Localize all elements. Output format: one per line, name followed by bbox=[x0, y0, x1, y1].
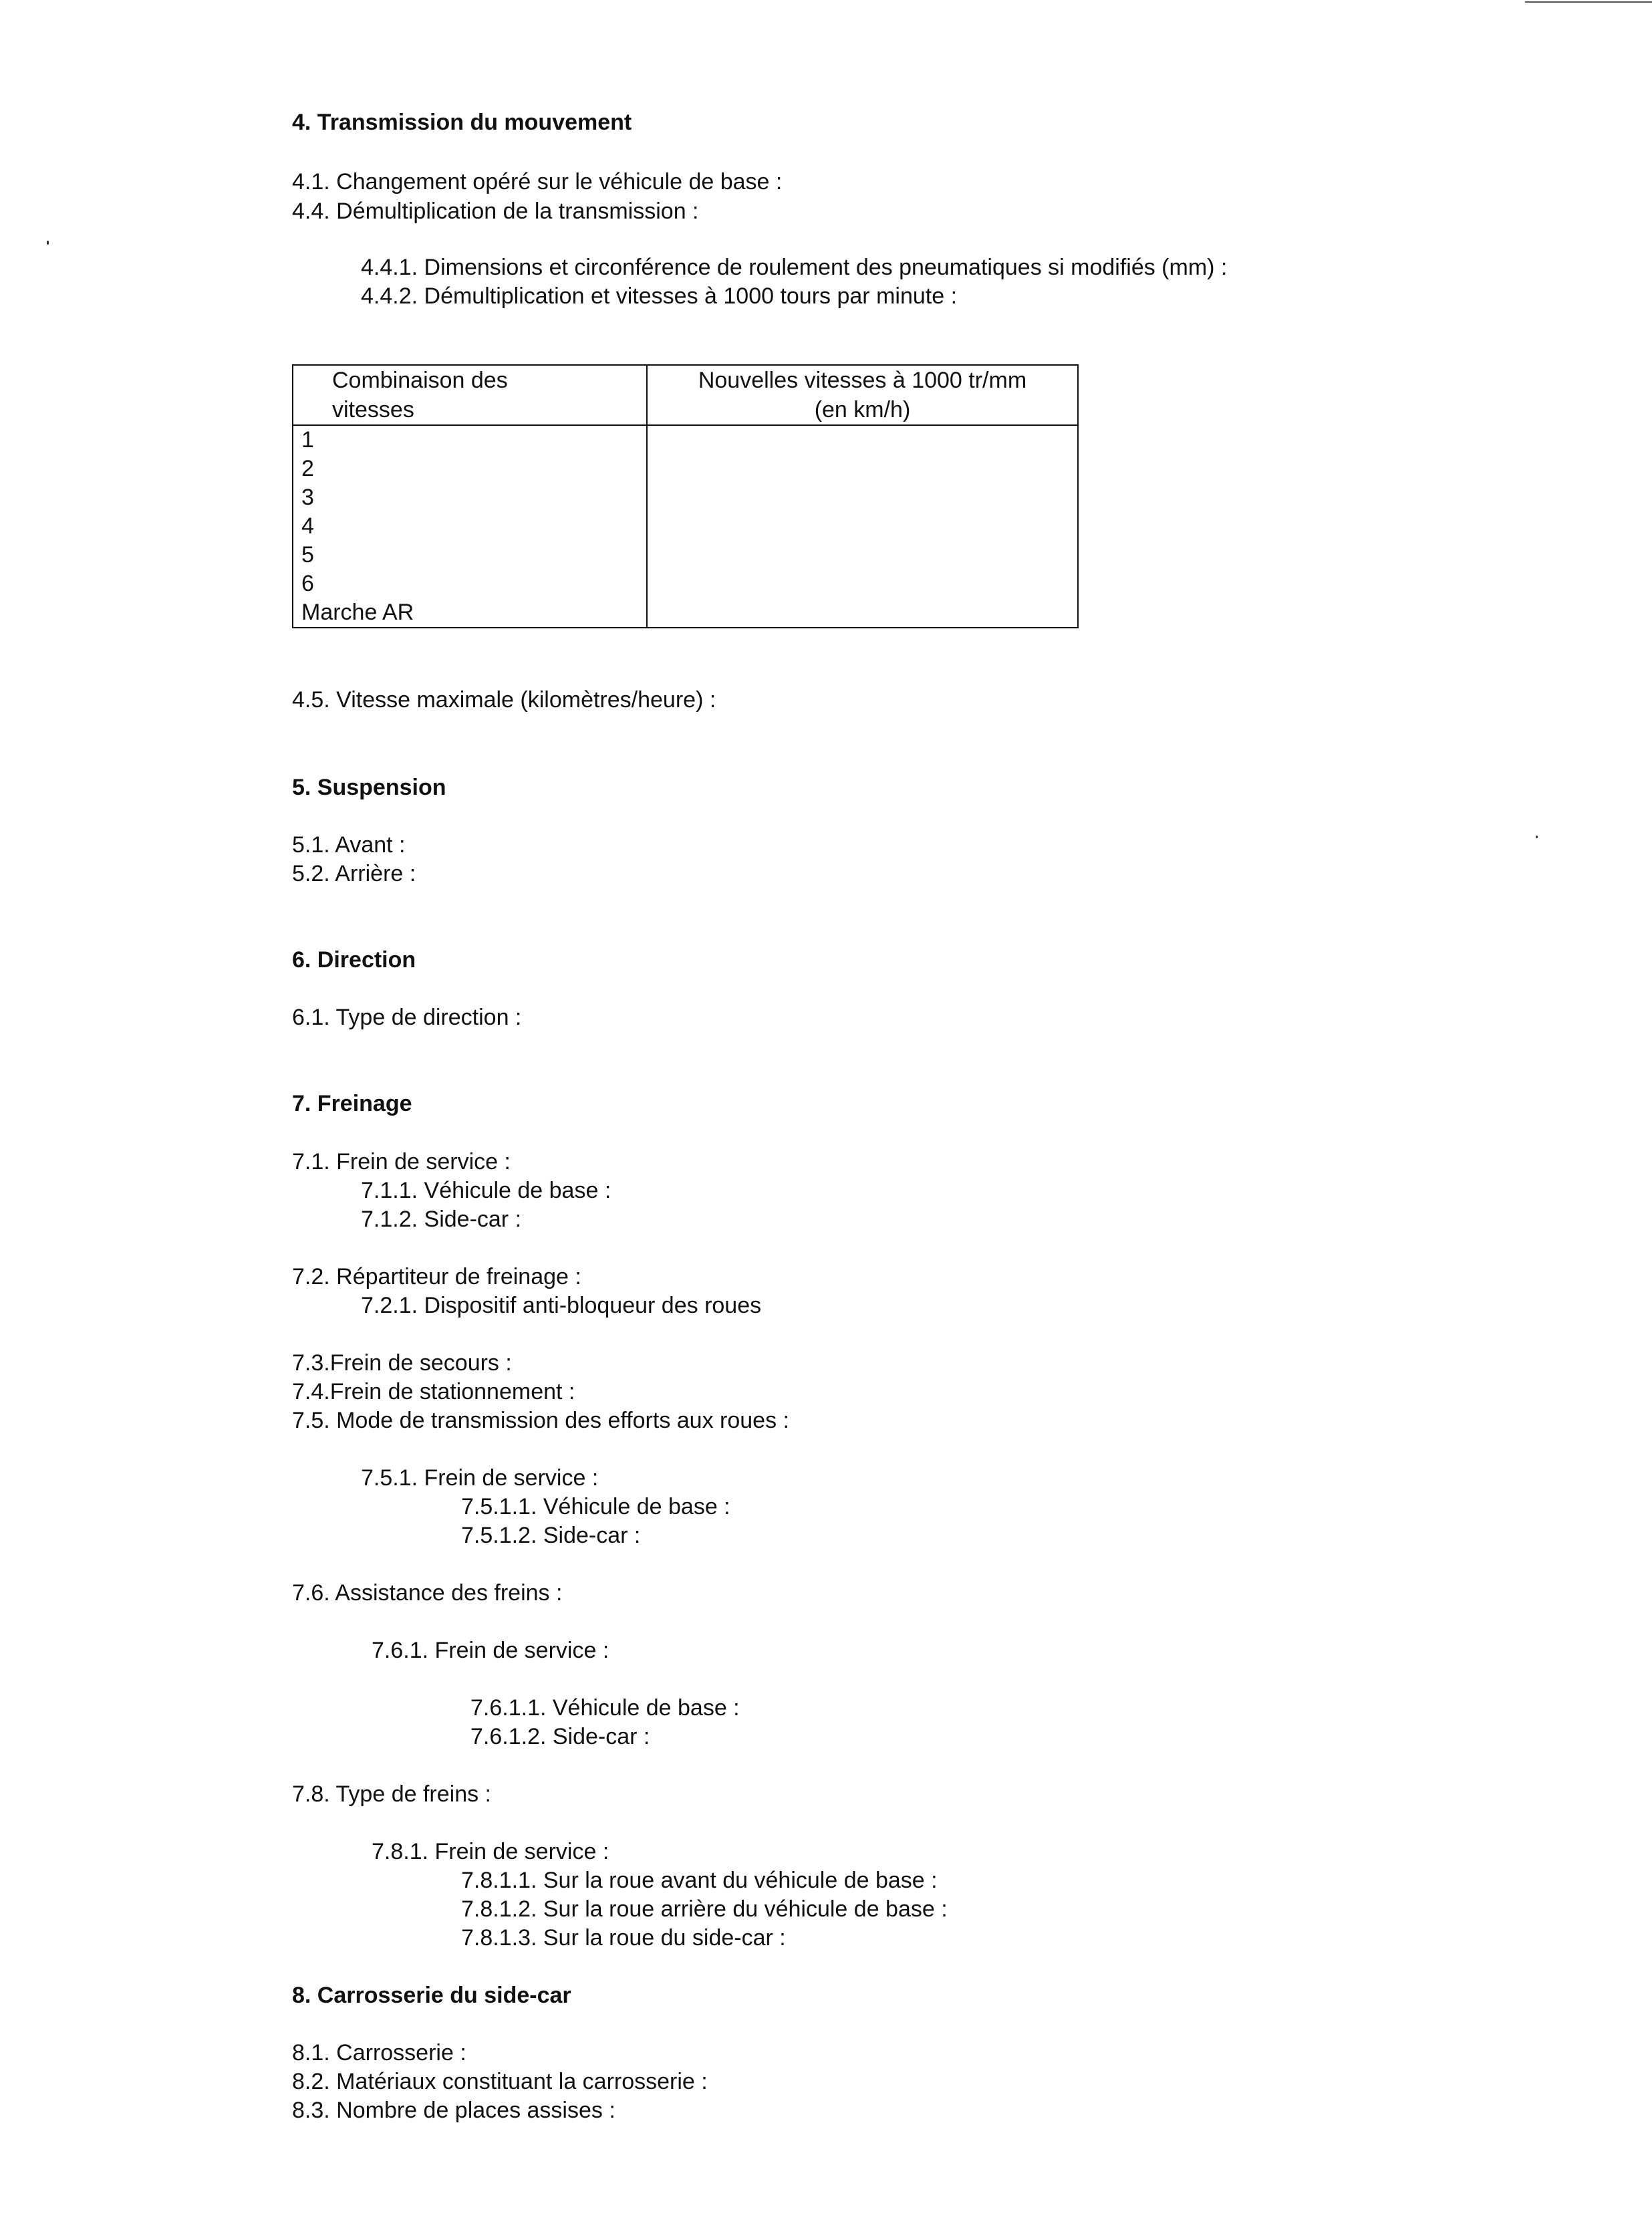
item-7-6-1-2: 7.6.1.2. Side-car : bbox=[470, 1724, 650, 1749]
section-4-heading: 4. Transmission du mouvement bbox=[292, 110, 632, 135]
speed-values-cell bbox=[647, 425, 1078, 628]
table-header-row bbox=[293, 365, 1078, 425]
table-row bbox=[293, 425, 1078, 628]
item-7-5: 7.5. Mode de transmission des efforts aux roues : bbox=[292, 1408, 789, 1433]
section-7-heading: 7. Freinage bbox=[292, 1091, 412, 1116]
item-4-4-1: 4.4.1. Dimensions et circonférence de roulement des pneumatiques si modifiés (mm) : bbox=[361, 255, 1228, 280]
header-text: vitesses bbox=[332, 397, 414, 422]
item-5-2: 5.2. Arrière : bbox=[292, 861, 416, 886]
item-7-5-1: 7.5.1. Frein de service : bbox=[361, 1465, 599, 1491]
header-text: Nouvelles vitesses à 1000 tr/mm bbox=[698, 368, 1027, 393]
item-4-4: 4.4. Démultiplication de la transmission : bbox=[292, 199, 699, 224]
gear-ratio-table bbox=[292, 364, 1079, 628]
gear-row-label: 3 bbox=[301, 485, 314, 510]
item-4-5: 4.5. Vitesse maximale (kilomètres/heure) : bbox=[292, 687, 716, 713]
item-7-8-1-1: 7.8.1.1. Sur la roue avant du véhicule de base : bbox=[461, 1868, 938, 1893]
table-header-new-speeds bbox=[647, 365, 1078, 425]
item-7-6: 7.6. Assistance des freins : bbox=[292, 1580, 563, 1606]
item-7-6-1: 7.6.1. Frein de service : bbox=[372, 1638, 609, 1663]
item-7-4: 7.4.Frein de stationnement : bbox=[292, 1379, 575, 1404]
section-5-heading: 5. Suspension bbox=[292, 775, 446, 800]
item-7-2-1: 7.2.1. Dispositif anti-bloqueur des roues bbox=[361, 1293, 762, 1318]
item-7-5-1-2: 7.5.1.2. Side-car : bbox=[461, 1523, 641, 1548]
gear-row-label: 4 bbox=[301, 513, 314, 539]
item-7-2: 7.2. Répartiteur de freinage : bbox=[292, 1264, 581, 1289]
table-header-gear-combination bbox=[293, 365, 647, 425]
item-8-2: 8.2. Matériaux constituant la carrosserie : bbox=[292, 2069, 708, 2094]
section-8-heading: 8. Carrosserie du side-car bbox=[292, 1983, 571, 2008]
gear-row-label: 2 bbox=[301, 456, 314, 481]
header-text: (en km/h) bbox=[814, 397, 911, 422]
gear-row-label: 6 bbox=[301, 571, 314, 596]
item-7-5-1-1: 7.5.1.1. Véhicule de base : bbox=[461, 1494, 730, 1519]
section-6-heading: 6. Direction bbox=[292, 947, 416, 973]
item-4-4-2: 4.4.2. Démultiplication et vitesses à 1000 tours par minute : bbox=[361, 283, 958, 309]
header-text: Combinaison des bbox=[332, 368, 508, 393]
item-7-8-1-2: 7.8.1.2. Sur la roue arrière du véhicule de base : bbox=[461, 1896, 948, 1922]
item-7-1-1: 7.1.1. Véhicule de base : bbox=[361, 1178, 611, 1203]
gear-row-label: 1 bbox=[301, 427, 314, 453]
gear-row-label: 5 bbox=[301, 542, 314, 568]
item-7-1: 7.1. Frein de service : bbox=[292, 1149, 511, 1174]
scan-speck bbox=[1536, 836, 1538, 838]
gear-row-label: Marche AR bbox=[301, 600, 414, 625]
item-7-8-1-3: 7.8.1.3. Sur la roue du side-car : bbox=[461, 1925, 786, 1951]
scan-speck bbox=[47, 241, 49, 245]
item-7-6-1-1: 7.6.1.1. Véhicule de base : bbox=[470, 1695, 740, 1721]
item-8-1: 8.1. Carrosserie : bbox=[292, 2040, 466, 2066]
item-7-8: 7.8. Type de freins : bbox=[292, 1781, 491, 1807]
item-7-8-1: 7.8.1. Frein de service : bbox=[372, 1839, 609, 1864]
item-7-1-2: 7.1.2. Side-car : bbox=[361, 1207, 522, 1232]
scan-edge-mark bbox=[1525, 1, 1652, 3]
gear-list-cell bbox=[293, 425, 647, 628]
item-7-3: 7.3.Frein de secours : bbox=[292, 1350, 512, 1376]
item-4-1: 4.1. Changement opéré sur le véhicule de base : bbox=[292, 169, 783, 195]
item-5-1: 5.1. Avant : bbox=[292, 832, 406, 858]
item-8-3: 8.3. Nombre de places assises : bbox=[292, 2098, 615, 2123]
item-6-1: 6.1. Type de direction : bbox=[292, 1005, 522, 1030]
